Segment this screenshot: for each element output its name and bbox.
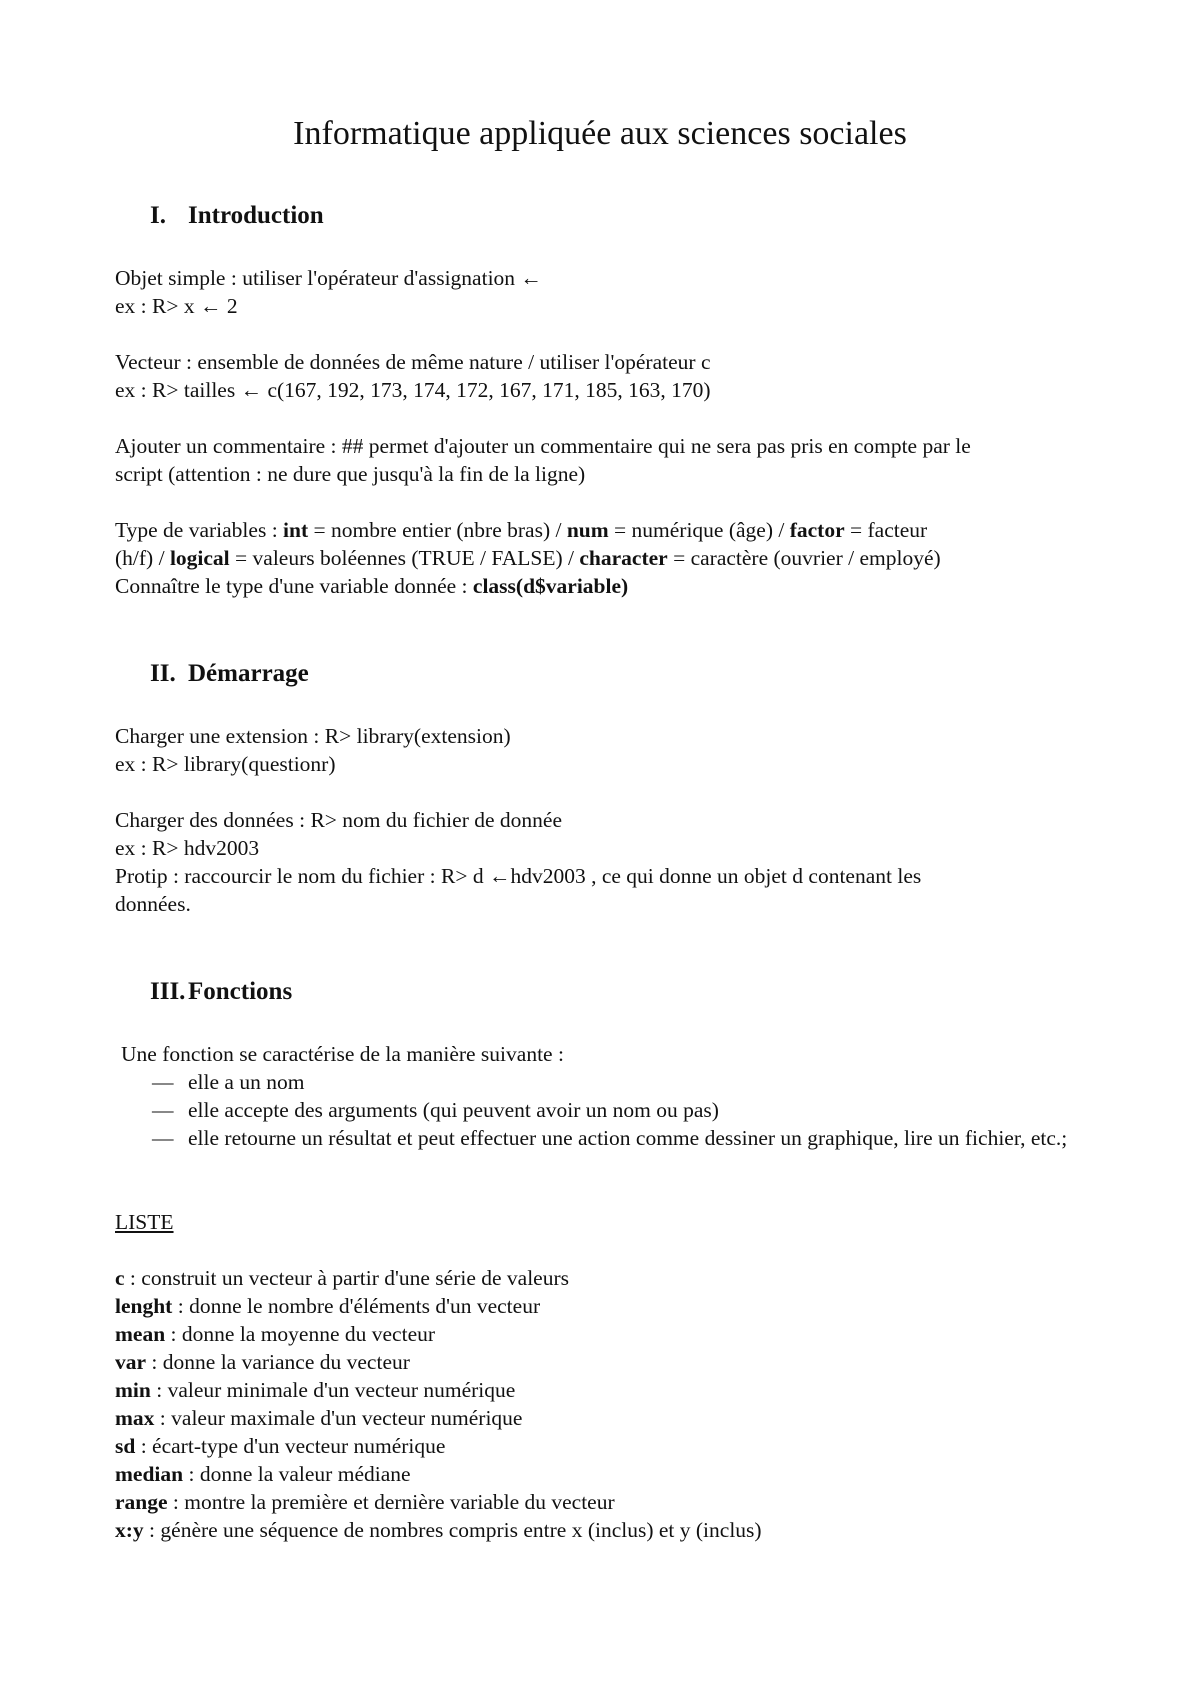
paragraph-extension [115,722,1115,778]
list-item: c : construit un vecteur à partir d'une série de valeurs [115,1266,570,1290]
list-item: range : montre la première et dernière variable du vecteur [115,1490,615,1514]
section-heading-fonctions [150,976,292,1008]
text-line: Connaître le type d'une variable donnée : class(d$variable) [115,574,629,598]
paragraph-fonction-intro [121,1040,1121,1068]
list-item: min : valeur minimale d'un vecteur numérique [115,1378,516,1402]
list-item: max : valeur maximale d'un vecteur numérique [115,1406,523,1430]
text-line: ex : R> x ← 2 [115,294,238,318]
text-line: Vecteur : ensemble de données de même nature / utiliser l'opérateur c [115,350,711,374]
list-item: lenght : donne le nombre d'éléments d'un vecteur [115,1294,541,1318]
paragraph-types-variables [115,516,1115,600]
document-title: Informatique appliquée aux sciences sociales [293,115,907,152]
section-number: I. [150,202,166,229]
list-item: — elle retourne un résultat et peut effectuer une action comme dessiner un graphique, lire un fichier, etc.; [152,1126,1068,1150]
section-number: III. [150,978,186,1005]
text-line: Protip : raccourcir le nom du fichier : R> d ←hdv2003 , ce qui donne un objet d contenant les [115,864,922,888]
paragraph-donnees [115,806,1115,918]
text-line: script (attention : ne dure que jusqu'à la fin de la ligne) [115,462,586,486]
dash-bullet-icon: — [152,1070,174,1094]
list-item: mean : donne la moyenne du vecteur [115,1322,436,1346]
section-heading-demarrage [150,658,309,690]
text-line: Charger une extension : R> library(extension) [115,724,511,748]
list-item: x:y : génère une séquence de nombres compris entre x (inclus) et y (inclus) [115,1518,762,1542]
text-line: LISTE [115,1210,174,1234]
text-line: Ajouter un commentaire : ## permet d'ajouter un commentaire qui ne sera pas pris en compte par le [115,434,971,458]
list-item: sd : écart-type d'un vecteur numérique [115,1434,446,1458]
list-item: median : donne la valeur médiane [115,1462,411,1486]
list-item: — elle a un nom [152,1070,305,1094]
text-line: Charger des données : R> nom du fichier de donnée [115,808,562,832]
text-line: ex : R> tailles ← c(167, 192, 173, 174, 172, 167, 171, 185, 163, 170) [115,378,711,402]
liste-label [115,1208,1115,1236]
dash-bullet-icon: — [152,1098,174,1122]
section-title: Démarrage [188,660,309,687]
paragraph-vecteur [115,348,1115,404]
text-line: ex : R> hdv2003 [115,836,260,860]
section-title: Fonctions [188,978,293,1005]
list-item: — elle accepte des arguments (qui peuvent avoir un nom ou pas) [152,1098,719,1122]
function-list [115,1264,1115,1544]
section-heading-introduction [150,200,324,232]
text-line: Type de variables : int = nombre entier (nbre bras) / num = numérique (âge) / factor = facteur [115,518,928,542]
text-line: (h/f) / logical = valeurs boléennes (TRUE / FALSE) / character = caractère (ouvrier / employé) [115,546,941,570]
text-line: données. [115,892,191,916]
paragraph-commentaire [115,432,1115,488]
paragraph-objet-simple [115,264,1115,320]
section-title: Introduction [188,202,324,229]
list-item: var : donne la variance du vecteur [115,1350,410,1374]
section-number: II. [150,660,176,687]
fonction-characteristics-list [152,1068,1092,1152]
text-line: ex : R> library(questionr) [115,752,336,776]
text-line: Objet simple : utiliser l'opérateur d'assignation ← [115,266,542,290]
dash-bullet-icon: — [152,1126,174,1150]
text-line: Une fonction se caractérise de la manière suivante : [121,1042,564,1066]
